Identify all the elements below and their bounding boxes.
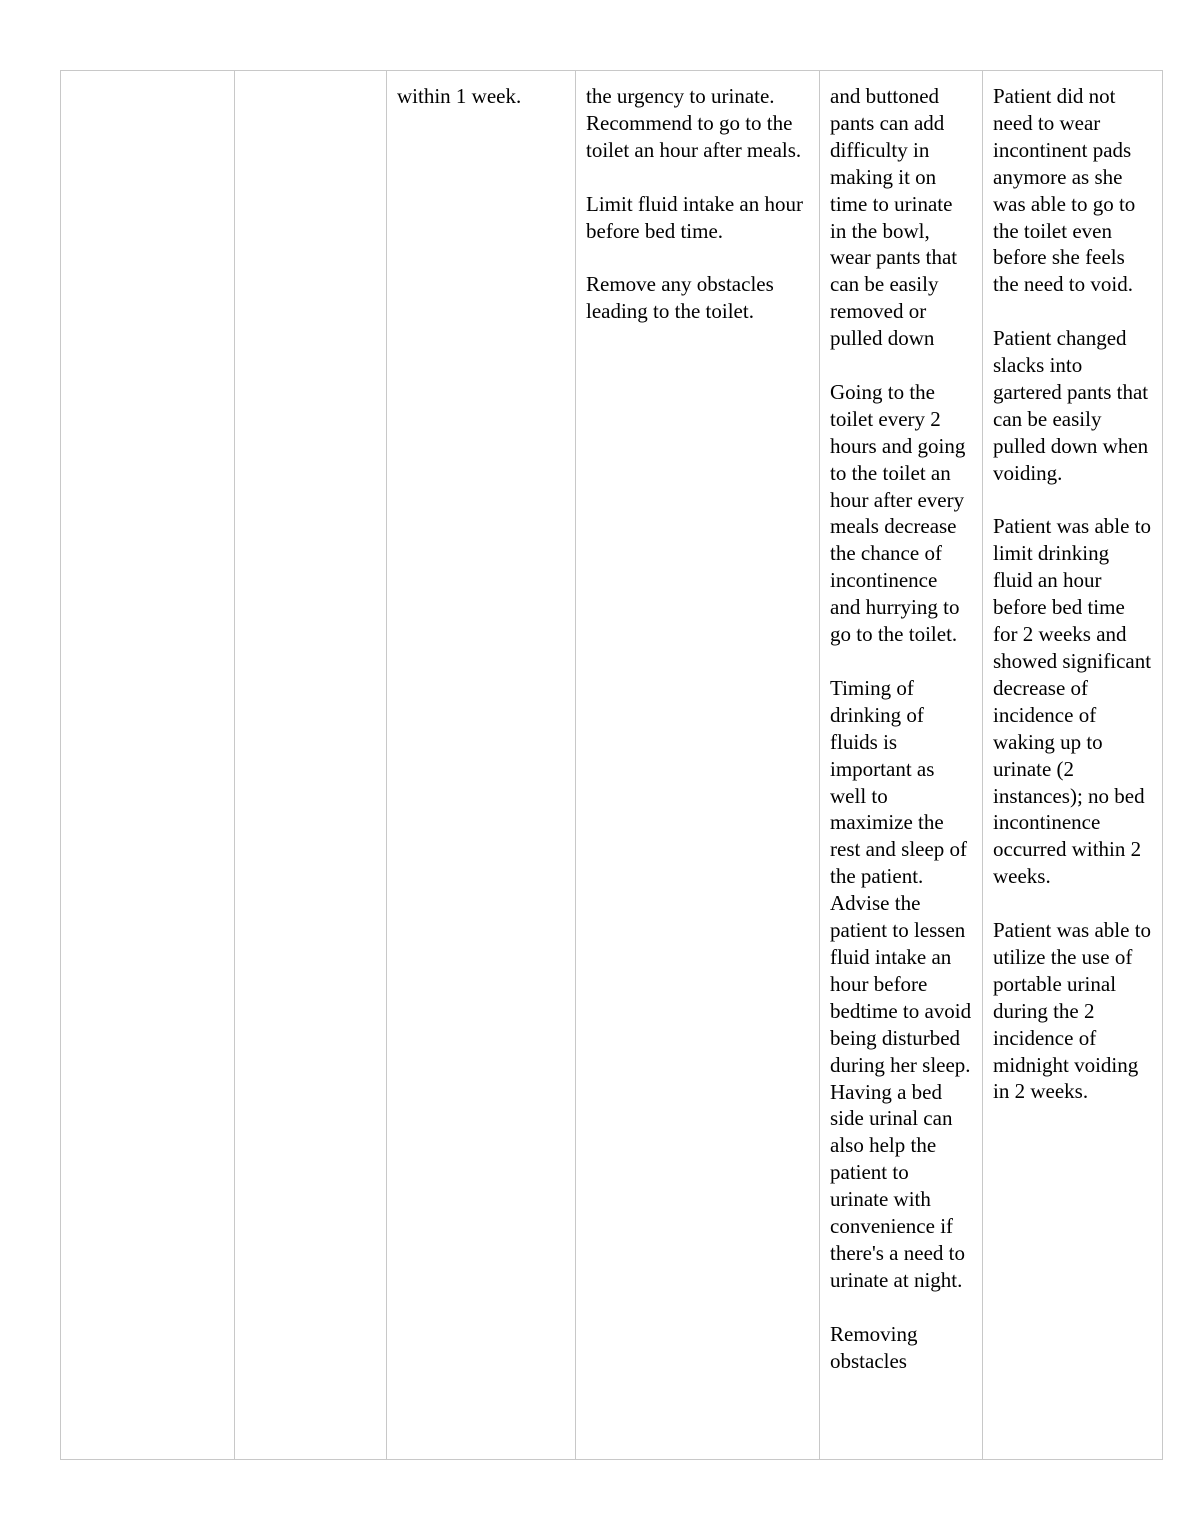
cell-paragraph: Going to the toilet every 2 hours and going to the toilet an hour after every meals decrease the chance of incontinence and hurrying to go to the toilet. <box>830 379 966 647</box>
cell-paragraph: within 1 week. <box>397 84 522 108</box>
table-row <box>61 71 1163 1460</box>
cell-paragraph: Removing obstacles <box>830 1321 918 1373</box>
table-cell-col-5 <box>820 71 983 1460</box>
cell-paragraph: Patient was able to limit drinking fluid an hour before bed time for 2 weeks and showed significant decrease of incidence of waking up to urinate (2 instances); no bed incontinence occurred within 2 weeks. <box>993 514 1152 889</box>
care-plan-table <box>60 70 1163 1460</box>
table-cell-col-2 <box>235 71 387 1460</box>
table-cell-col-6 <box>983 71 1163 1460</box>
cell-paragraph: the urgency to urinate. Recommend to go to the toilet an hour after meals. <box>586 84 802 162</box>
cell-paragraph: Patient was able to utilize the use of portable urinal during the 2 incidence of midnight voiding in 2 weeks. <box>993 918 1152 1104</box>
cell-paragraph: Limit fluid intake an hour before bed time. <box>586 191 803 243</box>
table-cell-col-4 <box>576 71 820 1460</box>
cell-paragraph: Patient changed slacks into gartered pants that can be easily pulled down when voiding. <box>993 326 1149 485</box>
table-cell-col-3 <box>387 71 576 1460</box>
cell-paragraph: Timing of drinking of fluids is important as well to maximize the rest and sleep of the patient. Advise the patient to lessen fluid intake an hour before bedtime to avoid being disturbed during her sleep. Having a bed side urinal can also help the patient to urinate with convenience if there's a need to urinate at night. <box>830 675 972 1292</box>
cell-paragraph: Patient did not need to wear incontinent pads anymore as she was able to go to the toilet even before she feels the need to void. <box>993 84 1136 297</box>
table-cell-col-1 <box>61 71 235 1460</box>
cell-paragraph: Remove any obstacles leading to the toilet. <box>586 272 774 324</box>
cell-paragraph: and buttoned pants can add difficulty in making it on time to urinate in the bowl, wear pants that can be easily removed or pulled down <box>830 84 958 351</box>
